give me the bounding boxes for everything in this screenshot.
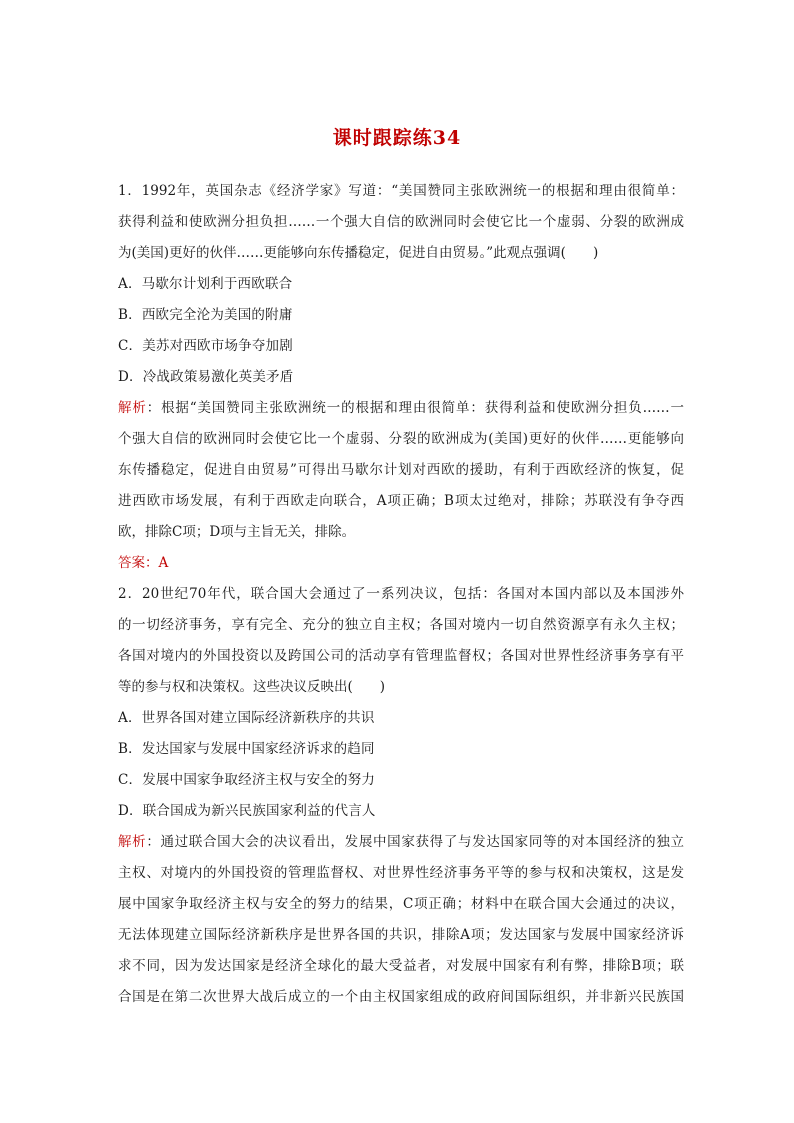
q1-analysis-line: 东传播稳定，促进自由贸易”可得出马歇尔计划对西欧的援助，有利于西欧经济的恢复，促 [118, 462, 684, 478]
q2-option-d: D．联合国成为新兴民族国家利益的代言人 [118, 803, 376, 819]
q1-analysis-line: 个强大自信的欧洲同时会使它比一个虚弱、分裂的欧洲成为(美国)更好的伙伴……更能够向 [118, 431, 684, 447]
q2-analysis-label: 解析 [118, 834, 147, 850]
q2-analysis-line: 展中国家争取经济主权与安全的努力的结果，C项正确；材料中在联合国大会通过的决议， [118, 896, 684, 912]
q2-analysis-line: 求不同，因为发达国家是经济全球化的最大受益者，对发展中国家有利有弊，排除B项；联 [118, 958, 684, 974]
q1-stem-line: 1．1992年，英国杂志《经济学家》写道：“美国赞同主张欧洲统一的根据和理由很简单： [118, 183, 684, 199]
q2-stem-line: 各国对境内的外国投资以及跨国公司的活动享有管理监督权；各国对世界性经济事务享有平 [118, 648, 684, 664]
q2-analysis-line: 合国是在第二次世界大战后成立的一个由主权国家组成的政府间国际组织，并非新兴民族国 [118, 989, 684, 1005]
page-title: 课时跟踪练34 [332, 127, 462, 149]
q1-stem-line: 为(美国)更好的伙伴……更能够向东传播稳定，促进自由贸易。”此观点强调( ) [118, 245, 599, 261]
q1-option-b: B．西欧完全沦为美国的附庸 [118, 307, 293, 323]
q2-analysis-line: 主权、对境内的外国投资的管理监督权、对世界性经济事务平等的参与权和决策权，这是发 [118, 865, 684, 881]
q2-analysis-line [118, 827, 684, 858]
q2-analysis-text: ：通过联合国大会的决议看出，发展中国家获得了与发达国家同等的对本国经济的独立 [146, 834, 684, 850]
q2-stem-line: 的一切经济事务，享有完全、充分的独立自主权；各国对境内一切自然资源享有永久主权； [118, 617, 684, 633]
q1-option-a: A．马歇尔计划利于西欧联合 [118, 276, 293, 292]
q1-option-c: C．美苏对西欧市场争夺加剧 [118, 338, 293, 354]
q1-analysis-line: 进西欧市场发展，有利于西欧走向联合，A项正确；B项太过绝对，排除；苏联没有争夺西 [118, 493, 684, 509]
q1-analysis-line: 欧，排除C项；D项与主旨无关，排除。 [118, 524, 356, 540]
q1-answer [118, 548, 684, 579]
q2-analysis-line: 无法体现建立国际经济新秩序是世界各国的共识，排除A项；发达国家与发展中国家经济诉 [118, 927, 684, 943]
q1-answer-value: ：A [145, 555, 169, 571]
document-body [118, 176, 684, 1013]
q1-analysis-label: 解析 [118, 400, 147, 416]
q2-option-c: C．发展中国家争取经济主权与安全的努力 [118, 772, 376, 788]
q2-stem-line: 2．20世纪70年代，联合国大会通过了一系列决议，包括：各国对本国内部以及本国涉外 [118, 586, 684, 602]
q1-option-d: D．冷战政策易激化英美矛盾 [118, 369, 294, 385]
q1-analysis-text: ：根据“美国赞同主张欧洲统一的根据和理由很简单：获得利益和使欧洲分担负……一 [146, 400, 684, 416]
q2-stem-line: 等的参与权和决策权。这些决议反映出( ) [118, 679, 386, 695]
q1-stem-line: 获得利益和使欧洲分担负担……一个强大自信的欧洲同时会使它比一个虚弱、分裂的欧洲成 [118, 214, 684, 230]
q1-analysis-line [118, 393, 684, 424]
q2-option-a: A．世界各国对建立国际经济新秩序的共识 [118, 710, 375, 726]
q1-answer-label: 答案 [118, 555, 145, 571]
q2-option-b: B．发达国家与发展中国家经济诉求的趋同 [118, 741, 375, 757]
